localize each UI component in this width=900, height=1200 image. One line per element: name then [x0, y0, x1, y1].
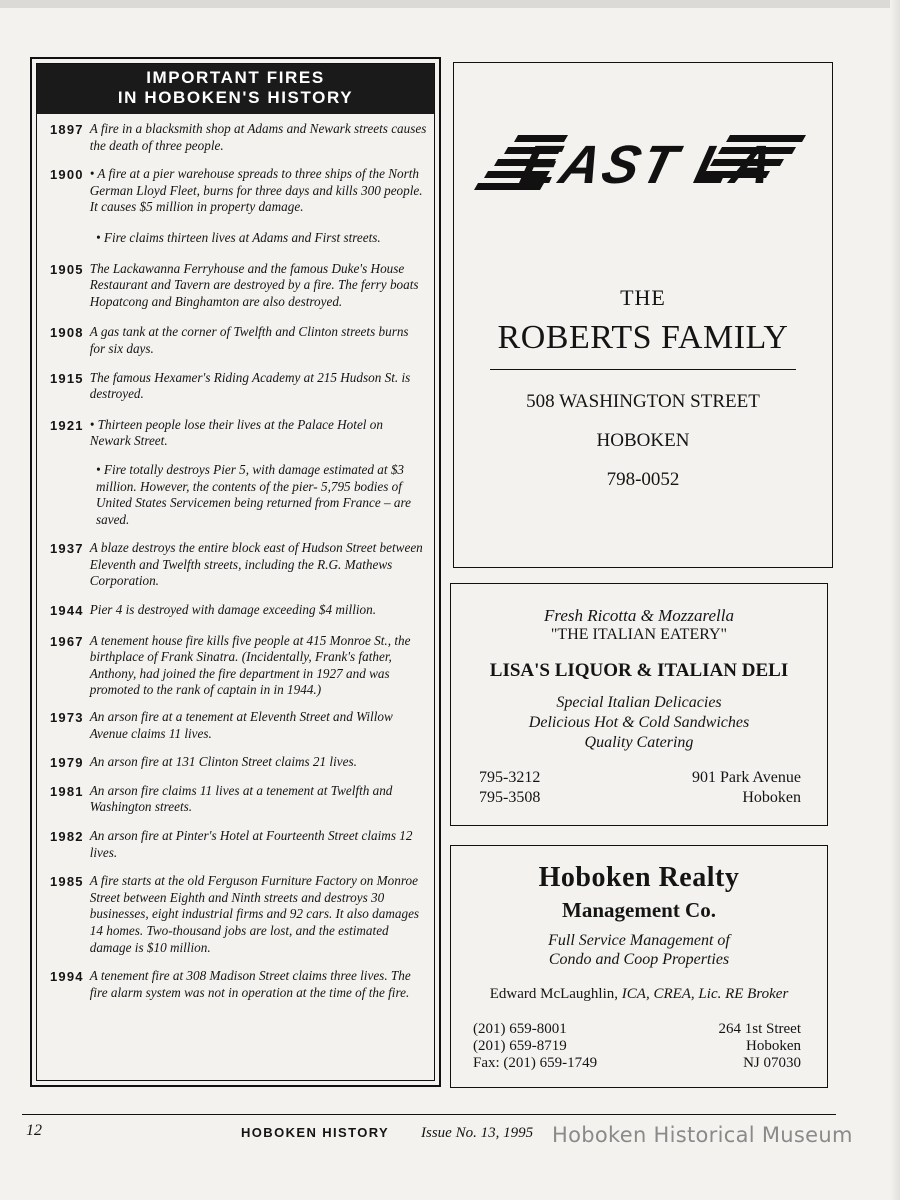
fire-entry: [50, 417, 427, 450]
realty-address: [719, 1021, 802, 1072]
fire-entry: [50, 462, 427, 528]
fire-year: 1994: [50, 969, 84, 985]
page-number: 12: [26, 1122, 42, 1139]
realty-person: Edward McLaughlin,: [489, 986, 619, 1002]
fire-entry: [50, 540, 427, 590]
fire-entry: [50, 230, 427, 247]
lisas-name: LISA'S LIQUOR & ITALIAN DELI: [489, 660, 789, 681]
fire-entry: [50, 121, 427, 154]
fire-description: • Fire claims thirteen lives at Adams and First streets.: [96, 229, 381, 245]
fire-description: The famous Hexamer's Riding Academy at 215 Hudson St. is destroyed.: [89, 369, 411, 402]
east-la-logo: [470, 127, 810, 197]
realty-service-2: Condo and Coop Properties: [548, 951, 730, 968]
realty-credentials: ICA, CREA, Lic. RE Broker: [621, 986, 789, 1002]
fire-entry: [50, 873, 427, 956]
fire-year: 1985: [50, 874, 84, 890]
fires-header: [37, 64, 434, 114]
fire-description: Pier 4 is destroyed with damage exceeding $4 million.: [89, 602, 377, 618]
roberts-phone: 798-0052: [606, 469, 680, 490]
issue-number: Issue No. 13, 1995: [421, 1125, 534, 1141]
fire-entry: [50, 783, 427, 816]
roberts-city: HOBOKEN: [596, 430, 690, 451]
fire-description: A fire starts at the old Ferguson Furniture Factory on Monroe Street between Eighth and Ninth streets and destroys 30 businesses, eight industrial firms and 92 cars. It also damages 14 homes. Two-thousand jobs are lost, and the estimated damage is $10 million.: [89, 873, 420, 955]
fire-year: 1937: [50, 541, 84, 557]
roberts-street: 508 WASHINGTON STREET: [526, 391, 760, 412]
fire-entry: [50, 828, 427, 861]
realty-address-1: 264 1st Street: [718, 1021, 801, 1037]
realty-service-1: Full Service Management of: [548, 932, 730, 949]
realty-address-3: NJ 07030: [743, 1055, 801, 1071]
fire-year: 1915: [50, 370, 84, 386]
museum-watermark: Hoboken Historical Museum: [552, 1123, 853, 1147]
fires-header-line1: IMPORTANT FIRES: [146, 68, 325, 87]
lisas-phones: [479, 768, 540, 808]
fires-box: [30, 57, 441, 1087]
ad-hoboken-realty: [450, 845, 828, 1088]
ad-roberts-family: [453, 62, 833, 568]
fire-year: 1944: [50, 603, 84, 619]
fire-description: A gas tank at the corner of Twelfth and Clinton streets burns for six days.: [89, 324, 409, 356]
fire-year: 1973: [50, 710, 84, 726]
fire-entry: [50, 602, 427, 619]
fire-entry: [50, 166, 427, 216]
fire-entry: [50, 968, 427, 1001]
fire-description: • Thirteen people lose their lives at the Palace Hotel on Newark Street.: [89, 416, 383, 449]
publication-name: HOBOKEN HISTORY: [241, 1125, 390, 1140]
east-la-logo-graphic: [470, 127, 810, 197]
fire-description: An arson fire at Pinter's Hotel at Fourteenth Street claims 12 lives.: [89, 828, 413, 860]
fire-entry: [50, 633, 427, 699]
lisas-phone-1: 795-3212: [479, 769, 541, 786]
fire-description: A tenement fire at 308 Madison Street claims three lives. The fire alarm system was not in operation at the time of the fire.: [89, 968, 411, 1000]
realty-fax: Fax: (201) 659-1749: [473, 1055, 598, 1071]
roberts-divider: [490, 369, 796, 370]
fire-description: • A fire at a pier warehouse spreads to three ships of the North German Lloyd Fleet, burns for three days and kills 300 people. It causes $5 million in property damage.: [89, 166, 423, 215]
fire-description: An arson fire at 131 Clinton Street claims 21 lives.: [89, 754, 357, 770]
fire-year: 1979: [50, 755, 84, 771]
realty-phone-2: (201) 659-8719: [473, 1038, 567, 1054]
lisas-service-1: Special Italian Delicacies: [556, 694, 722, 711]
realty-phone-1: (201) 659-8001: [473, 1021, 567, 1037]
lisas-address-2: Hoboken: [742, 789, 801, 806]
fires-list: [50, 121, 427, 1013]
lisas-service-3: Quality Catering: [584, 734, 694, 751]
east-la-logo-text: EAST LA: [515, 133, 783, 195]
fire-description: An arson fire at a tenement at Eleventh Street and Willow Avenue claims 11 lives.: [89, 709, 393, 741]
ad-lisas-deli: [450, 583, 828, 826]
lisas-address-1: 901 Park Avenue: [691, 769, 801, 786]
fire-entry: [50, 261, 427, 311]
fire-year: 1981: [50, 783, 84, 799]
lisas-address: [692, 768, 801, 808]
realty-address-2: Hoboken: [746, 1038, 801, 1054]
fire-year: 1921: [50, 417, 84, 433]
footer-rule: [22, 1114, 836, 1115]
fire-entry: [50, 324, 427, 357]
realty-phones: [473, 1021, 597, 1072]
fire-year: 1900: [50, 167, 84, 183]
fire-year: 1905: [50, 261, 84, 277]
page-edge: [0, 0, 900, 8]
fire-year: 1908: [50, 325, 84, 341]
fire-entry: [50, 754, 427, 771]
realty-contact: [451, 986, 827, 1003]
fire-year: 1967: [50, 633, 84, 649]
roberts-family-name: ROBERTS FAMILY: [497, 319, 789, 356]
realty-title: Hoboken Realty: [538, 862, 740, 893]
lisas-tagline-2: "THE ITALIAN EATERY": [550, 626, 728, 643]
page-edge: [890, 0, 900, 1200]
fire-description: An arson fire claims 11 lives at a tenement at Twelfth and Washington streets.: [89, 782, 393, 815]
fire-description: A fire in a blacksmith shop at Adams and Newark streets causes the death of three people.: [89, 121, 427, 153]
fire-entry: [50, 709, 427, 742]
lisas-service-2: Delicious Hot & Cold Sandwiches: [528, 714, 750, 731]
fire-description: A tenement house fire kills five people at 415 Monroe St., the birthplace of Frank Sinatra. (Incidentally, Frank's father, Anthony, had joined the fire department in 1927 and was promoted to the rank of captain in in 1944.): [89, 632, 411, 698]
lisas-tagline-1: Fresh Ricotta & Mozzarella: [544, 606, 734, 625]
realty-subtitle: Management Co.: [562, 898, 716, 922]
fire-year: 1982: [50, 829, 84, 844]
fire-entry: [50, 370, 427, 403]
fire-description: A blaze destroys the entire block east of Hudson Street between Eleventh and Twelfth streets, including the R.G. Mathews Corporation.: [89, 540, 423, 589]
fire-description: The Lackawanna Ferryhouse and the famous Duke's House Restaurant and Tavern are destroyed by a fire. The ferry boats Hopatcong and Binghamton are also destroyed.: [89, 260, 419, 309]
fires-header-line2: IN HOBOKEN'S HISTORY: [117, 88, 354, 107]
lisas-phone-2: 795-3508: [479, 789, 541, 806]
roberts-the: THE: [620, 285, 666, 310]
fire-year: 1897: [50, 122, 84, 137]
fire-description: • Fire totally destroys Pier 5, with damage estimated at $3 million. However, the contents of the pier- 5,795 bodies of United States Servicemen being returned from France – are saved.: [96, 461, 411, 527]
